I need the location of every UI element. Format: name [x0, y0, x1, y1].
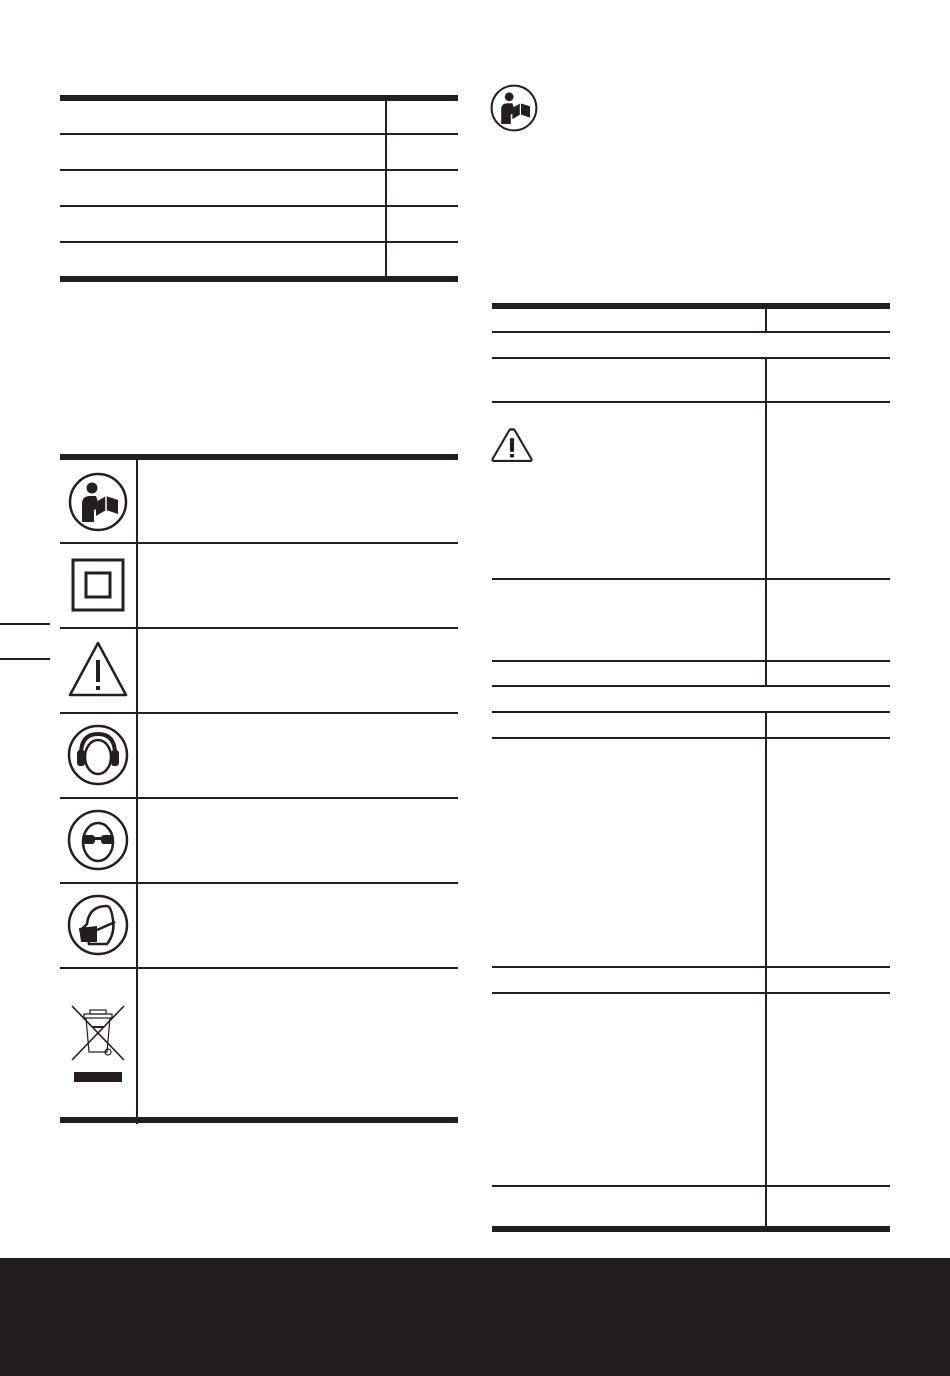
- read-manual-icon-header: [490, 84, 538, 132]
- right-table-top-rule: [492, 303, 890, 309]
- ear-protection-icon: [67, 724, 129, 786]
- right-table-row-rule: [492, 401, 890, 403]
- right-table-row-rule: [492, 357, 890, 359]
- table-row-rule: [60, 169, 458, 171]
- symbol-row-rule: [60, 542, 458, 544]
- symbol-row-rule: [60, 882, 458, 884]
- right-table-row-rule: [492, 660, 890, 662]
- table-row-rule: [60, 241, 458, 243]
- right-table-row-rule: [492, 578, 890, 580]
- dust-mask-icon: [67, 894, 129, 956]
- table-column-divider: [385, 101, 387, 276]
- symbol-table-top-rule: [60, 454, 458, 460]
- symbol-row-rule: [60, 797, 458, 799]
- symbol-row-rule: [60, 967, 458, 969]
- table-row-rule: [60, 205, 458, 207]
- symbol-row-rule: [60, 627, 458, 629]
- page-tab-marker-top: [0, 623, 50, 625]
- warning-triangle-icon: [67, 640, 129, 698]
- eye-protection-icon: [67, 809, 129, 871]
- warning-triangle-icon: [490, 427, 534, 463]
- right-table-bottom-rule: [492, 1226, 890, 1232]
- table-row-rule: [60, 133, 458, 135]
- right-table-row-rule: [492, 1185, 890, 1187]
- right-table-row-rule: [492, 331, 890, 333]
- right-table-row-rule: [492, 737, 890, 739]
- right-table-row-rule: [492, 711, 890, 713]
- right-table-column-divider: [765, 309, 767, 331]
- read-manual-icon: [68, 472, 128, 532]
- symbol-row-rule: [60, 712, 458, 714]
- symbol-table-bottom-rule: [60, 1117, 458, 1123]
- right-table-row-rule: [492, 685, 890, 687]
- table-top-rule: [60, 95, 458, 101]
- symbol-table-column-divider: [136, 460, 138, 1124]
- page-tab-marker-bottom: [0, 658, 50, 660]
- right-table-row-rule: [492, 992, 890, 994]
- crossed-bin-icon: [68, 1002, 128, 1088]
- right-table-column-divider: [765, 713, 767, 1226]
- table-bottom-rule: [60, 276, 458, 282]
- footer-band: [0, 1258, 950, 1376]
- right-table-column-divider: [765, 359, 767, 685]
- double-insulation-icon: [71, 558, 125, 612]
- right-table-row-rule: [492, 966, 890, 968]
